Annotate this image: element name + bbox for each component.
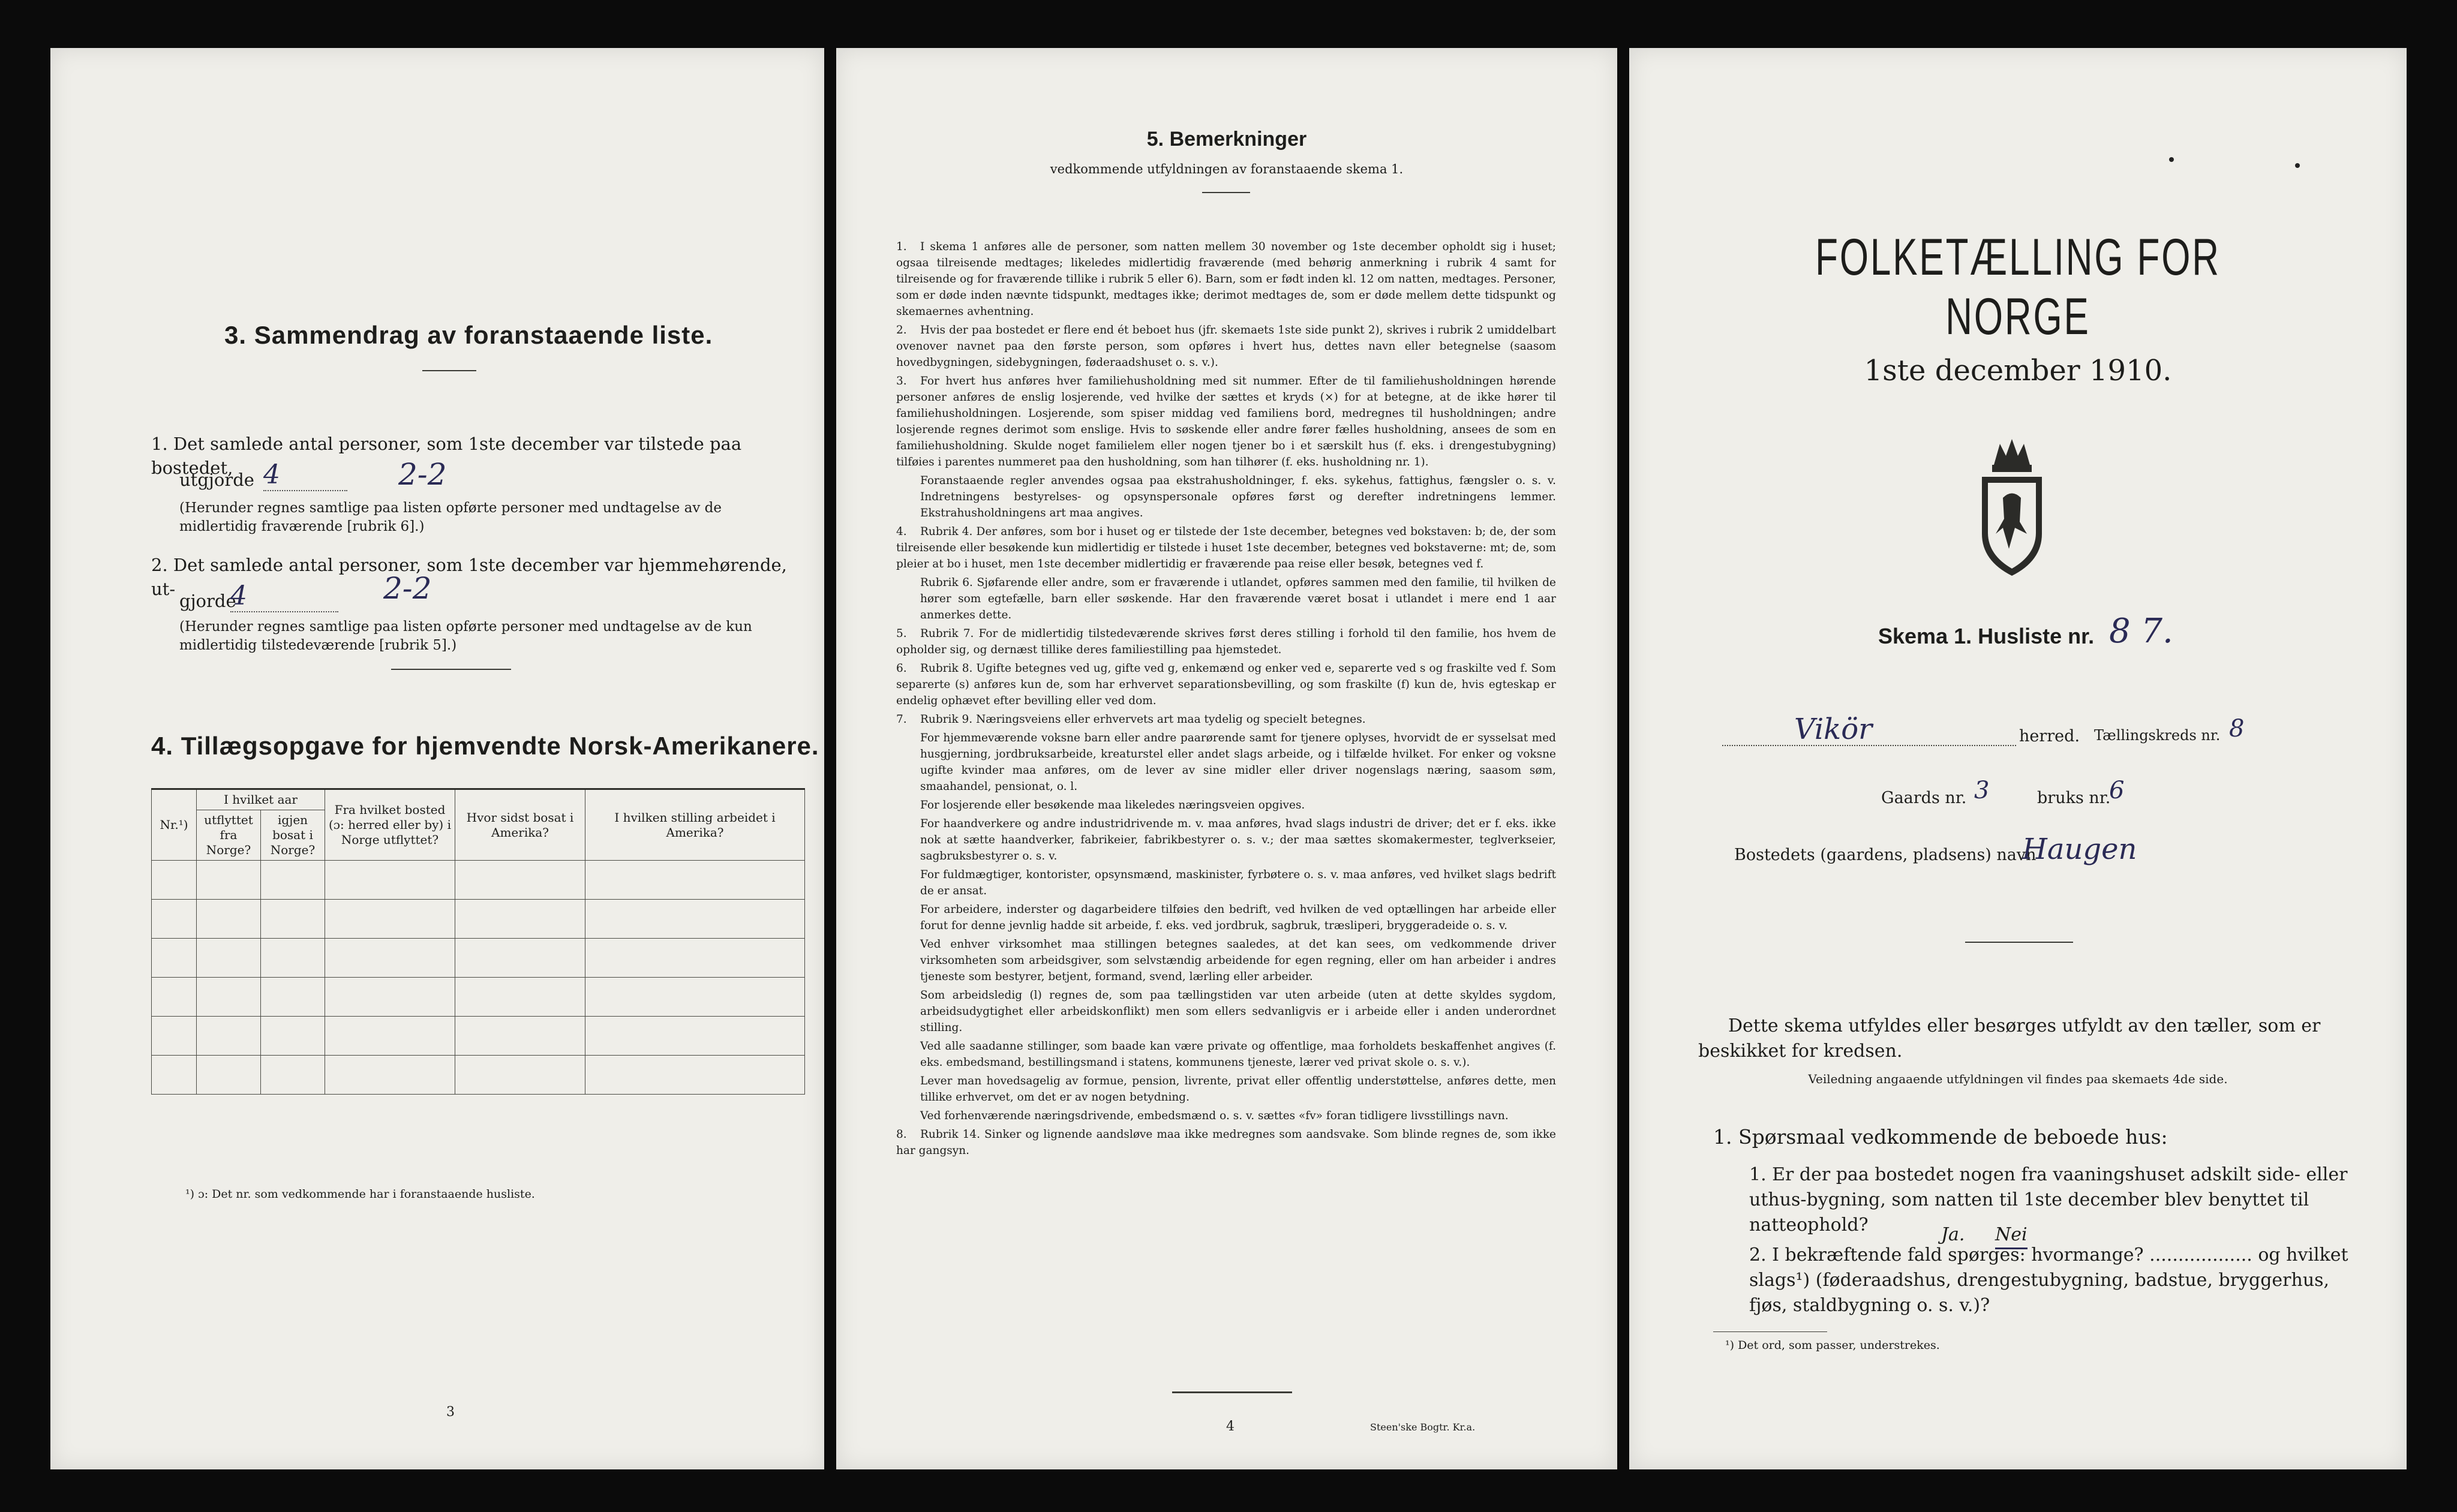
footnote: ¹) Det ord, som passer, understrekes.: [1725, 1339, 1940, 1352]
page-right: [1629, 48, 2407, 1469]
bruks-value: 6: [2109, 777, 2125, 804]
note-item: Lever man hovedsagelig av formue, pension, livrente, privat eller offentlig understøttelse, anføres dette, men tillike erhvervet, om det er av nogen betydning.: [920, 1075, 1556, 1104]
item2-prefix: gjorde: [179, 591, 236, 611]
bosted-label: Bostedets (gaardens, pladsens) navn: [1734, 846, 2037, 864]
form-title: FOLKETÆLLING FOR NORGE: [1815, 229, 2221, 345]
norsk-amerikanere-table: [151, 788, 805, 1095]
section4-title: 4. Tillægsopgave for hjemvendte Norsk-Amerikanere.: [151, 732, 819, 760]
note-item: 1. I skema 1 anføres alle de personer, som natten mellem 30 november og 1ste december opholdt sig i huset; ogsaa tilreisende medtages; likeledes midlertidig fraværende (med behørig anmerkning i rubrik 4 samt for tilreisende og for fraværende tillike i rubrik 5 eller 6). Barn, som er født inden kl. 12 om natten, medtages. Personer, som er døde inden nævnte tidspunkt, medtages ikke; derimot medtages de, som er døde mellem dette tidspunkt og skemaernes avhentning.: [896, 241, 1556, 318]
item2-note: (Herunder regnes samtlige paa listen opførte personer med undtagelse av de kun midlertidig tilstedeværende [rubrik 5].): [179, 619, 752, 653]
husliste-nr-value: 8 7.: [2109, 612, 2173, 651]
table-row: [152, 861, 805, 900]
divider: [1965, 942, 2073, 943]
table-row: [152, 1017, 805, 1056]
divider: [391, 669, 511, 670]
gaards-value: 3: [1974, 777, 1990, 804]
kreds-label: Tællingskreds nr.: [2094, 727, 2221, 744]
note-item: Ved alle saadanne stillinger, som baade kan være private og offentlige, maa forholdets beskaffenhet angives (f. eks. embedsmand, bestillingsmand i statens, kommunens tjeneste, lærer ved privat skole o. s. v.).: [920, 1040, 1556, 1069]
table-row: [152, 1056, 805, 1095]
footnote: ¹) ɔ: Det nr. som vedkommende har i foranstaaende husliste.: [185, 1188, 535, 1201]
table-row: [152, 978, 805, 1017]
ink-dot: [2169, 157, 2174, 162]
col-igjen: igjen bosat i Norge?: [261, 810, 325, 861]
item1-value: 4: [263, 459, 347, 491]
note-item: For arbeidere, inderster og dagarbeidere tilføies den bedrift, ved hvilken de ved optællingen har arbeide eller forut for denne jevnlig hadde sit arbeide, f. eks. ved jordbruk, sagbruk, træsliperi, bryggeradeide o. s. v.: [920, 903, 1556, 932]
col-nr: Nr.¹): [152, 789, 197, 861]
note-item: For haandverkere og andre industridrivende m. v. maa anføres, hvad slags industri de driver; det er f. eks. ikke nok at sætte haandverker, fabrikeier, fabrikbestyrer o. s. v.; der maa sættes skomakermester, teglverkseier, sagbruksbestyrer o. s. v.: [920, 817, 1556, 862]
printer-mark: Steen'ske Bogtr. Kr.a.: [1370, 1421, 1476, 1433]
col-group-aar: I hvilket aar: [197, 789, 325, 810]
page-number: 3: [446, 1405, 455, 1420]
gaards-label: Gaards nr.: [1881, 789, 1967, 807]
skema-label: Skema 1. Husliste nr.: [1878, 624, 2095, 648]
bosted-value: Haugen: [2022, 832, 2137, 866]
note-item: For hjemmeværende voksne barn eller andre paarørende samt for tjenere oplyses, hvorvidt de er sysselsat med husgjerning, jordbruksarbeide, kreaturstel eller andet slags arbeide, og i tilfælde hvilket. For enker og voksne ugifte kvinder maa anføres, om de lever av sine midler eller driver nogenslags næring, saasom søm, smaahandel, pensionat, o. l.: [920, 732, 1556, 793]
intro-text: Dette skema utfyldes eller besørges utfyldt av den tæller, som er beskikket for kredsen.: [1698, 1015, 2321, 1062]
q1-1-text: 1. Er der paa bostedet nogen fra vaaningshuset adskilt side- eller uthus-bygning, som natten til 1ste december blev benyttet til natteophold?: [1749, 1164, 2348, 1236]
remarks-subtitle: vedkommende utfyldningen av foranstaaende skema 1.: [1050, 162, 1404, 176]
divider: [1202, 192, 1250, 193]
note-item: Ved enhver virksomhet maa stillingen betegnes saaledes, at det kan sees, om vedkommende driver virksomheten som arbeidsgiver, som selvstændig arbeidende for egen regning, eller om han arbeider i andres tjeneste som bestyrer, betjent, formand, svend, lærling eller arbeider.: [920, 938, 1556, 983]
note-item: Rubrik 6. Sjøfarende eller andre, som er fraværende i utlandet, opføres sammen med den familie, til hvilken de hører som egtefælle, barn eller søskende. Har den fraværende været bosat i utlandet i mere end 1 aar anmerkes dette.: [920, 576, 1556, 621]
note-item: For losjerende eller besøkende maa likeledes næringsveien opgives.: [920, 799, 1305, 811]
item2-handwritten: 2-2: [383, 571, 432, 606]
col-hvor: Hvor sidst bosat i Amerika?: [455, 789, 585, 861]
remarks-notes: [896, 239, 1556, 1161]
ink-dot: [2295, 163, 2300, 168]
note-item: 5. Rubrik 7. For de midlertidig tilstedeværende skrives først deres stilling i forhold til den familie, hos hvem de opholder sig, og dernæst tillike deres familiestilling paa hjemstedet.: [896, 627, 1556, 656]
note-item: 2. Hvis der paa bostedet er flere end ét beboet hus (jfr. skemaets 1ste side punkt 2), skrives i rubrik 2 umiddelbart ovenover navnet paa den første person, som opføres i hvert hus, dettes navn eller betegnelse (saasom hovedbygningen, sidebygningen, føderaadshuset o. s. v.).: [896, 324, 1556, 369]
intro-note: Veiledning angaaende utfyldningen vil findes paa skemaets 4de side.: [1808, 1072, 2228, 1086]
note-item: For fuldmægtiger, kontorister, opsynsmænd, maskinister, fyrbøtere o. s. v. maa anføres, ved hvilket slags bedrift de er ansat.: [920, 868, 1556, 897]
section3-title: 3. Sammendrag av foranstaaende liste.: [224, 321, 713, 349]
item1-note: (Herunder regnes samtlige paa listen opførte personer med undtagelse av de midlertidig fraværende [rubrik 6].): [179, 500, 722, 534]
coat-of-arms-icon: [1967, 432, 2057, 582]
note-item: 4. Rubrik 4. Der anføres, som bor i huset og er tilstede der 1ste december, betegnes ved bokstaven: b; de, der som tilreisende eller besøkende kun midlertidig er tilstede i huset 1ste december, betegnes ved bokstaverne: mt; de, som pleier at bo i huset, men 1ste december midlertidig er fraværende paa reise eller besøk, betegnes ved f.: [896, 525, 1556, 570]
page-middle: [836, 48, 1617, 1469]
note-item: Som arbeidsledig (l) regnes de, som paa tællingstiden var uten arbeide (uten at dette skyldes sygdom, arbeidsudygtighet eller arbeidskonflikt) men som ellers sedvanligvis er i arbeide eller i anden underordnet stilling.: [920, 989, 1556, 1034]
page-number: 4: [1226, 1419, 1234, 1434]
note-item: 3. For hvert hus anføres hver familiehusholdning med sit nummer. Efter de til familiehusholdningen hørende personer anføres de enslig losjerende, ved hvilke der sættes et kryds (×) for at betegne, at de ikke hører til familiehusholdningen. Losjerende, som spiser middag ved familiens bord, medregnes til husholdningen; andre losjerende regnes derimot som enslige. Hvis to søskende eller andre fører fælles husholdning, ansees de som en familiehusholdning. Skulde noget familielem eller nogen tjener bo i et særskilt hus (f. eks. i drengestubygning) tilføies i parentes nummeret paa den husholdning, som han tilhører (f. eks. husholdning nr. 1).: [896, 375, 1556, 468]
remarks-title: 5. Bemerkninger: [1146, 128, 1307, 151]
note-item: 6. Rubrik 8. Ugifte betegnes ved ug, gifte ved g, enkemænd og enker ved e, separerte ved s og fraskilte ved f. Som separerte (s) anføres kun de, som har erhvervet separationsbevilling, og som fraskilte (f) kun de, hvis egteskap er endelig ophævet efter bevilling eller ved dom.: [896, 662, 1556, 707]
note-item: Foranstaaende regler anvendes ogsaa paa ekstrahusholdninger, f. eks. sykehus, fattighus, fængsler o. s. v. Indretningens bestyrelses- og opsynspersonale opføres først og derefter indretningens lemmer. Ekstrahusholdningens art maa angives.: [920, 474, 1556, 519]
note-item: 8. Rubrik 14. Sinker og lignende aandsløve maa ikke medregnes som aandsvake. Som blinde regnes de, som ikke har gangsyn.: [896, 1128, 1556, 1157]
col-stilling: I hvilken stilling arbeidet i Amerika?: [585, 789, 805, 861]
herred-label: herred.: [2019, 727, 2080, 746]
form-date: 1ste december 1910.: [1864, 354, 2172, 387]
item1-handwritten: 2-2: [398, 457, 447, 492]
table-row: [152, 900, 805, 939]
bruks-label: bruks nr.: [2037, 789, 2111, 807]
item2-value: 4: [230, 581, 338, 612]
q1-1-ja: Ja.: [1941, 1224, 1965, 1245]
kreds-value: 8: [2229, 715, 2245, 743]
herred-value: Vikör: [1794, 713, 1873, 746]
note-item: 7. Rubrik 9. Næringsveiens eller erhvervets art maa tydelig og specielt betegnes.: [896, 713, 1366, 726]
col-utflyttet: utflyttet fra Norge?: [197, 810, 261, 861]
col-fra: Fra hvilket bosted (ɔ: herred eller by) i Norge utflyttet?: [325, 789, 455, 861]
item2-text: 2. Det samlede antal personer, som 1ste december var hjemmehørende, ut-: [151, 555, 787, 599]
item1-prefix: utgjorde: [179, 470, 254, 490]
page-left: [50, 48, 824, 1469]
note-item: Ved forhenværende næringsdrivende, embedsmænd o. s. v. sættes «fv» foran tidligere livsstillings navn.: [920, 1110, 1509, 1122]
table-row: [152, 939, 805, 978]
q1-title: 1. Spørsmaal vedkommende de beboede hus:: [1713, 1125, 2168, 1149]
divider: [1172, 1391, 1292, 1393]
item1-text: 1. Det samlede antal personer, som 1ste december var tilstede paa bostedet,: [151, 434, 742, 478]
divider: [1713, 1331, 1827, 1332]
q1-2-text: 2. I bekræftende fald spørges: hvormange? .................. og hvilket slags¹) (føderaadshus, drengestubygning, badstue, bryggerhus, fjøs, staldbygning o. s. v.)?: [1749, 1245, 2348, 1316]
q1-1-nei: Nei: [1995, 1222, 2028, 1249]
divider: [422, 370, 476, 371]
